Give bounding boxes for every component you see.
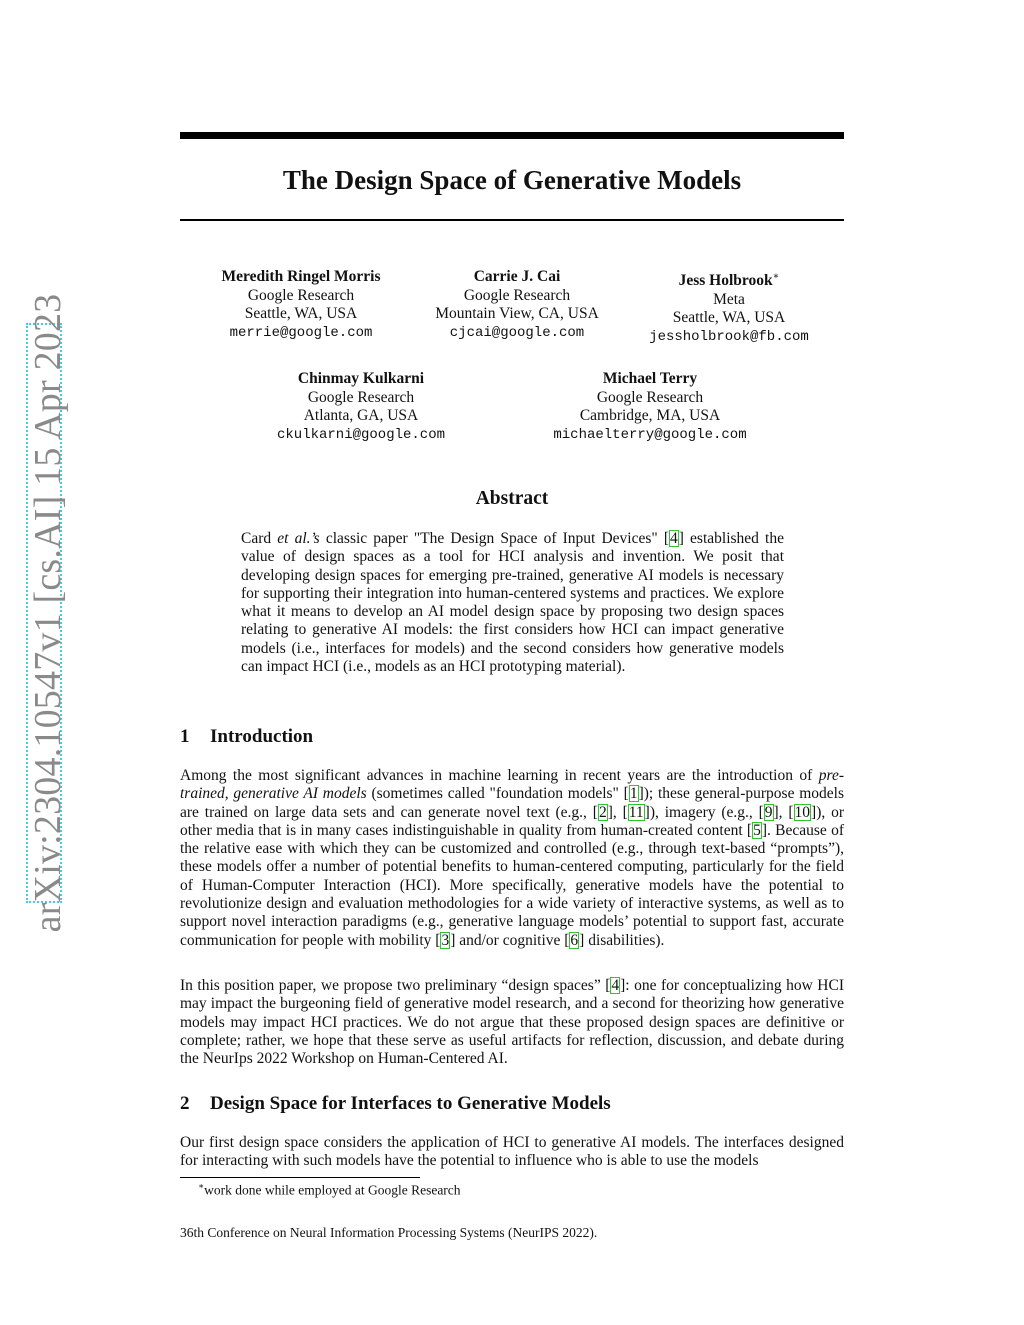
section-title: Design Space for Interfaces to Generative Models: [210, 1093, 611, 1114]
paragraph-text: ]), imagery (e.g., [: [644, 803, 764, 821]
author-name: Chinmay Kulkarni: [297, 370, 425, 387]
paragraph-text: ]: one for conceptualizing how HCI may impact the burgeoning field of generative model research, and a second for theorizing how generative models may impact HCI practices. We do not argue that these proposed design spaces are definitive or complete; rather, we hope that these serve as useful artifacts for reflection, discussion, and debate during the NeurIps 2022 Workshop on Human-Centered AI.: [180, 977, 844, 1068]
author-affiliation: Google Research: [247, 286, 355, 304]
author-block: [412, 268, 622, 342]
abstract-text: ] established the value of design spaces as a tool for HCI analysis and invention. We posit that developing design spaces for emerging pre-trained, generative AI models is necessary for supporting their integration into human-centered systems and practices. We explore what it means to develop an AI model design space by proposing two design spaces relating to generative AI models: the first considers how HCI can impact generative models (i.e., interfaces for models) and the second considers how generative models can impact HCI (i.e., models as an HCI prototyping material).: [241, 530, 784, 676]
author-name: Carrie J. Cai: [473, 268, 561, 285]
author-affiliation: Meta: [713, 290, 745, 308]
intro-paragraph-2: [180, 977, 844, 1068]
abstract-text: Card: [241, 530, 278, 547]
section-heading: [180, 726, 313, 748]
author-email[interactable]: michaelterry@google.com: [553, 426, 747, 443]
section2-paragraph: Our first design space considers the application of HCI to generative AI models. The interfaces designed for interacting with such models have the potential to influence who is able to use the models: [180, 1134, 844, 1170]
footnote-rule: [180, 1177, 420, 1178]
author-affiliation: Google Research: [596, 388, 704, 406]
footnote-text: work done while employed at Google Research: [204, 1182, 461, 1198]
author-email[interactable]: cjcai@google.com: [449, 324, 585, 341]
citation-link[interactable]: 5: [753, 821, 761, 839]
citation-link[interactable]: 4: [670, 530, 678, 547]
citation-link[interactable]: 2: [598, 803, 607, 821]
author-email[interactable]: jessholbrook@fb.com: [649, 328, 809, 345]
author-block: [540, 370, 760, 444]
paragraph-text: In this position paper, we propose two preliminary “design spaces” [: [180, 977, 611, 994]
paragraph-text: ], [: [607, 803, 628, 821]
author-affiliation: Google Research: [463, 286, 571, 304]
paragraph-text: (sometimes called "foundation models" [: [366, 785, 629, 803]
author-location: Seattle, WA, USA: [672, 309, 786, 327]
author-name-line: [634, 268, 824, 291]
abstract-body: [241, 530, 784, 676]
title-rule-bottom: [180, 219, 844, 221]
author-email[interactable]: ckulkarni@google.com: [276, 426, 446, 443]
section-heading: [180, 1093, 611, 1115]
author-block: [261, 370, 461, 444]
author-block: [201, 268, 401, 342]
abstract-emphasis: et al.’s: [277, 530, 320, 547]
paragraph-text: ], [: [773, 803, 794, 821]
citation-link[interactable]: 6: [570, 931, 579, 949]
author-name: Meredith Ringel Morris: [221, 268, 381, 285]
abstract-text: classic paper "The Design Space of Input Devices" [: [319, 530, 669, 547]
citation-link[interactable]: 11: [628, 803, 644, 821]
citation-link[interactable]: 10: [794, 803, 811, 821]
citation-link[interactable]: 1: [629, 785, 638, 803]
paragraph-text: Among the most significant advances in machine learning in recent years are the introduction of: [180, 767, 819, 784]
author-location: Atlanta, GA, USA: [303, 407, 419, 424]
intro-paragraph-1: [180, 767, 844, 950]
venue-line: 36th Conference on Neural Information Processing Systems (NeurIPS 2022).: [180, 1225, 598, 1240]
footnote-mark: ∗: [198, 1181, 205, 1191]
author-email[interactable]: merrie@google.com: [229, 324, 373, 341]
arxiv-id[interactable]: arXiv:2304.10547v1 [cs.AI] 15 Apr 2023: [27, 293, 69, 933]
paragraph-text: ]); these general-purpose models are trained on large data sets and can generate novel text (e.g., [: [180, 785, 845, 821]
paragraph-text: ]. Because of the relative ease with which they can be customized and controlled (e.g., through text-based “prompts”), these models offer a number of potential benefits to human-centered computing, particularly for the field of Human-Computer Interaction (HCI). More specifically, generative models have the potential to revolutionize design and evaluation methodologies for a wide variety of interactive systems, as well as to support novel interaction paradigms (e.g., generative language models’ potential to support fast, accurate communication for people with mobility [: [180, 821, 844, 949]
author-name: Jess Holbrook: [678, 272, 773, 290]
author-location: Mountain View, CA, USA: [435, 305, 599, 322]
citation-link[interactable]: 9: [764, 803, 773, 821]
abstract-heading: Abstract: [475, 488, 549, 509]
footnote-mark[interactable]: ∗: [772, 271, 780, 282]
section-title: Introduction: [210, 726, 314, 747]
author-location: Cambridge, MA, USA: [579, 407, 721, 424]
citation-link[interactable]: 4: [611, 977, 620, 994]
title-rule-top: [180, 132, 844, 139]
paragraph-text: ] disabilities).: [579, 931, 665, 949]
paragraph-emphasis: pre-trained, generative AI models: [180, 767, 844, 803]
author-location: Seattle, WA, USA: [244, 305, 358, 322]
section-number: 2: [180, 1093, 190, 1114]
author-name: Michael Terry: [602, 370, 698, 387]
footnote: [198, 1181, 461, 1199]
paragraph-text: ]), or other media that is in many cases indistinguishable in quality from human-created content [: [180, 803, 844, 839]
author-affiliation: Google Research: [307, 388, 415, 406]
author-block: [634, 268, 824, 346]
section-number: 1: [180, 726, 190, 747]
paragraph-text: ] and/or cognitive [: [450, 931, 570, 949]
citation-link[interactable]: 3: [441, 931, 450, 949]
paper-title: The Design Space of Generative Models: [282, 165, 742, 195]
